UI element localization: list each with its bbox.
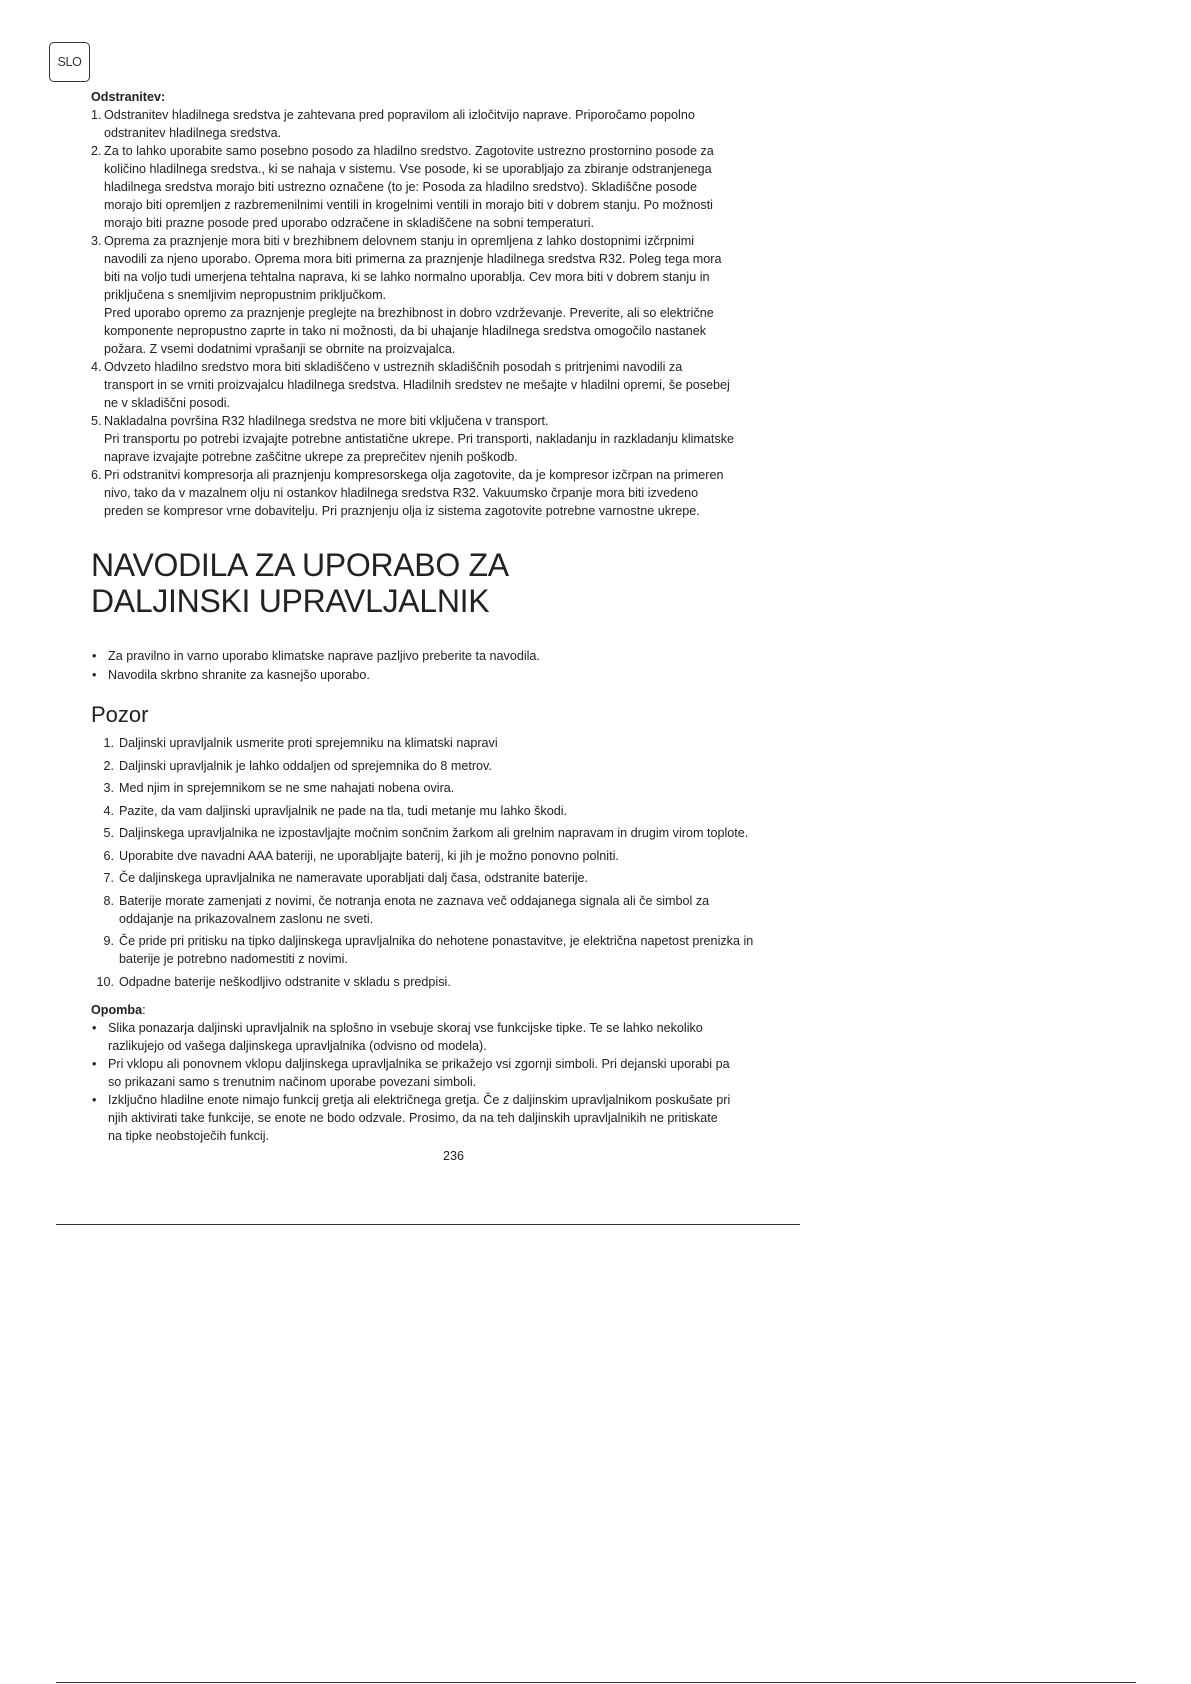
text-line: količino hladilnega sredstva., ki se nahaja v sistemu. Vse posode, ki se uporabljajo za zbiranje odstranjenega xyxy=(104,162,712,176)
text-line: Odpadne baterije neškodljivo odstranite v skladu s predpisi. xyxy=(119,974,451,989)
removal-item xyxy=(91,232,791,358)
removal-heading: Odstranitev: xyxy=(91,90,166,104)
caution-item xyxy=(91,847,791,865)
item-number: 1. xyxy=(91,108,102,122)
text-line: Daljinski upravljalnik usmerite proti sprejemniku na klimatski napravi xyxy=(119,736,498,750)
caution-item xyxy=(91,757,791,775)
text-line: Če daljinskega upravljalnika ne nameravate uporabljati dalj časa, odstranite baterije. xyxy=(119,871,589,885)
caution-item xyxy=(91,869,791,887)
text-line: • Izključno hladilne enote nimajo funkcij gretja ali električnega gretja. Če z daljinskim upravljalnikom poskušate pri xyxy=(108,1092,731,1107)
section-title xyxy=(91,547,791,619)
text-line: Daljinskega upravljalnika ne izpostavljajte močnim sončnim žarkom ali grelnim napravam in drugim virom toplote. xyxy=(119,826,749,840)
intro-bullet: • Za pravilno in varno uporabo klimatske naprave pazljivo preberite ta navodila. xyxy=(91,647,791,665)
text-line: Uporabite dve navadni AAA bateriji, ne uporabljajte baterij, ki jih je možno ponovno polniti. xyxy=(119,848,619,863)
title-line: DALJINSKI UPRAVLJALNIK xyxy=(91,583,490,619)
text-line: Med njim in sprejemnikom se ne sme nahajati nobena ovira. xyxy=(119,781,455,795)
text-line: biti na voljo tudi umerjena tehtalna naprava, ki se lahko normalno uporablja. Cev mora biti v dobrem stanju in xyxy=(104,270,710,284)
text-line: oddajanje na prikazovalnem zaslonu ne sveti. xyxy=(119,911,374,926)
text-line: naprave izvajajte potrebne zaščitne ukrepe za preprečitev njenih poškodb. xyxy=(104,450,518,464)
text-line: navodili za njeno uporabo. Oprema mora biti primerna za praznjenje hladilnega sredstva R32. Poleg tega mora xyxy=(104,252,722,266)
text-line: transport in se vrniti proizvajalcu hladilnega sredstva. Hladilnih sredstev ne mešajte v hladilni opremi, še posebej xyxy=(104,378,730,392)
text-line: Pri transportu po potrebi izvajajte potrebne antistatične ukrepe. Pri transporti, nakladanju in razkladanju klimatske xyxy=(104,432,735,446)
caution-list xyxy=(91,734,791,991)
page-divider xyxy=(56,1224,800,1225)
item-number: 6. xyxy=(103,848,114,863)
text-line: Oprema za praznjenje mora biti v brezhibnem delovnem stanju in opremljena z lahko dostopnimi izčrpnimi xyxy=(104,234,695,248)
text-line: na tipke neobstoječih funkcij. xyxy=(108,1128,270,1143)
item-number: 9. xyxy=(103,934,114,948)
text-line: Pred uporabo opremo za praznjenje preglejte na brezhibnost in dobro vzdrževanje. Preverite, ali so električne xyxy=(104,306,714,320)
item-number: 8. xyxy=(103,893,114,908)
note-bullet xyxy=(91,1019,791,1055)
item-number: 1. xyxy=(103,736,114,750)
removal-item xyxy=(91,106,791,142)
text-line: baterije je potrebno nadomestiti z novimi. xyxy=(119,952,348,966)
item-number: 2. xyxy=(103,758,114,773)
text-line: požara. Z vsemi dodatnimi vprašanji se obrnite na proizvajalca. xyxy=(104,342,456,356)
note-colon: : xyxy=(142,1002,146,1017)
text-line: Odvzeto hladilno sredstvo mora biti skladiščeno v ustreznih skladiščnih posodah s pritrjenimi navodili za xyxy=(104,360,683,374)
note-bullet-list xyxy=(91,1019,791,1145)
text-line: komponente nepropustno zaprte in tako ni možnosti, da bi uhajanje hladilnega sredstva omogočilo nastanek xyxy=(104,324,707,338)
caution-item xyxy=(91,932,791,968)
caution-item xyxy=(91,779,791,797)
item-number: 5. xyxy=(91,414,102,428)
text-line: Pri odstranitvi kompresorja ali praznjenju kompresorskega olja zagotovite, da je kompresor izčrpan na primeren xyxy=(104,468,724,482)
caution-item xyxy=(91,892,791,928)
text-line: odstranitev hladilnega sredstva. xyxy=(104,126,282,140)
page-number: 236 xyxy=(442,1149,464,1163)
note-label: Opomba xyxy=(91,1002,143,1017)
text-line: Odstranitev hladilnega sredstva je zahtevana pred popravilom ali izločitvijo naprave. Priporočamo popolno xyxy=(104,108,695,122)
text-line: • Pri vklopu ali ponovnem vklopu daljinskega upravljalnika se prikažejo vsi zgornji simboli. Pri dejanski uporabi pa xyxy=(108,1056,730,1071)
text-line: morajo biti prazne posode pred uporabo odzračene in skladiščene na sobni temperaturi. xyxy=(104,216,595,230)
text-line: so prikazani samo s trenutnim načinom uporabe povezani simboli. xyxy=(108,1074,477,1089)
text-line: Baterije morate zamenjati z novimi, če notranja enota ne zaznava več oddajanega signala ali če simbol za xyxy=(119,893,710,908)
intro-bullet: • Navodila skrbno shranite za kasnejšo uporabo. xyxy=(91,666,791,684)
caution-item xyxy=(91,824,791,842)
item-number: 4. xyxy=(91,360,102,374)
item-number: 3. xyxy=(91,234,102,248)
caution-item xyxy=(91,734,791,752)
item-number: 5. xyxy=(103,826,114,840)
removal-item xyxy=(91,142,791,232)
note-heading xyxy=(91,1001,791,1019)
note-bullet xyxy=(91,1091,791,1145)
page-content xyxy=(91,88,791,1145)
text-line: Daljinski upravljalnik je lahko oddaljen od sprejemnika do 8 metrov. xyxy=(119,758,492,773)
item-number: 10. xyxy=(96,974,114,989)
text-line: priključena s snemljivim nepropustnim priključkom. xyxy=(104,288,387,302)
removal-item xyxy=(91,412,791,466)
text-line: hladilnega sredstva morajo biti ustrezno označene (to je: Posoda za hladilno sredstvo). Skladiščne posode xyxy=(104,180,697,194)
text-line: preden se kompresor vrne dobavitelju. Pri praznjenju olja iz sistema zagotovite potrebne varnostne ukrepe. xyxy=(104,504,700,518)
text-line: ne v skladiščni posodi. xyxy=(104,396,231,410)
text-line: razlikujejo od vašega daljinskega upravljalnika (odvisno od modela). xyxy=(108,1038,487,1053)
item-number: 7. xyxy=(103,871,114,885)
removal-item xyxy=(91,358,791,412)
item-number: 6. xyxy=(91,468,102,482)
text-line: • Slika ponazarja daljinski upravljalnik na splošno in vsebuje skoraj vse funkcijske tipke. Te se lahko nekoliko xyxy=(108,1020,703,1035)
text-line: Če pride pri pritisku na tipko daljinskega upravljalnika do nehotene ponastavitve, je električna napetost prenizka in xyxy=(119,934,754,948)
title-line: NAVODILA ZA UPORABO ZA xyxy=(91,547,509,583)
text-line: nivo, tako da v mazalnem olju ni ostankov hladilnega sredstva R32. Vakuumsko črpanje mora biti izvedeno xyxy=(104,486,699,500)
intro-bullet-list xyxy=(91,647,791,684)
text-line: Pazite, da vam daljinski upravljalnik ne pade na tla, tudi metanje mu lahko škodi. xyxy=(119,803,568,818)
removal-item xyxy=(91,466,791,520)
item-number: 2. xyxy=(91,144,102,158)
removal-list xyxy=(91,106,791,520)
text-line: njih aktivirati take funkcije, se enote ne bodo odzvale. Prosimo, da na teh daljinskih upravljalnikih ne pritiskate xyxy=(108,1110,718,1125)
caution-item xyxy=(91,973,791,991)
item-number: 3. xyxy=(103,781,114,795)
language-badge: SLO xyxy=(49,42,90,82)
text-line: Za to lahko uporabite samo posebno posodo za hladilno sredstvo. Zagotovite ustrezno prostornino posode za xyxy=(104,144,714,158)
bottom-divider xyxy=(56,1682,1136,1683)
note-bullet xyxy=(91,1055,791,1091)
text-line: morajo biti opremljen z razbremenilnimi ventili in krogelnimi ventili in morajo biti v dobrem stanju. Po možnosti xyxy=(104,198,713,212)
text-line: Nakladalna površina R32 hladilnega sredstva ne more biti vključena v transport. xyxy=(104,414,549,428)
caution-item xyxy=(91,802,791,820)
item-number: 4. xyxy=(103,803,114,818)
caution-heading: Pozor xyxy=(91,702,149,727)
